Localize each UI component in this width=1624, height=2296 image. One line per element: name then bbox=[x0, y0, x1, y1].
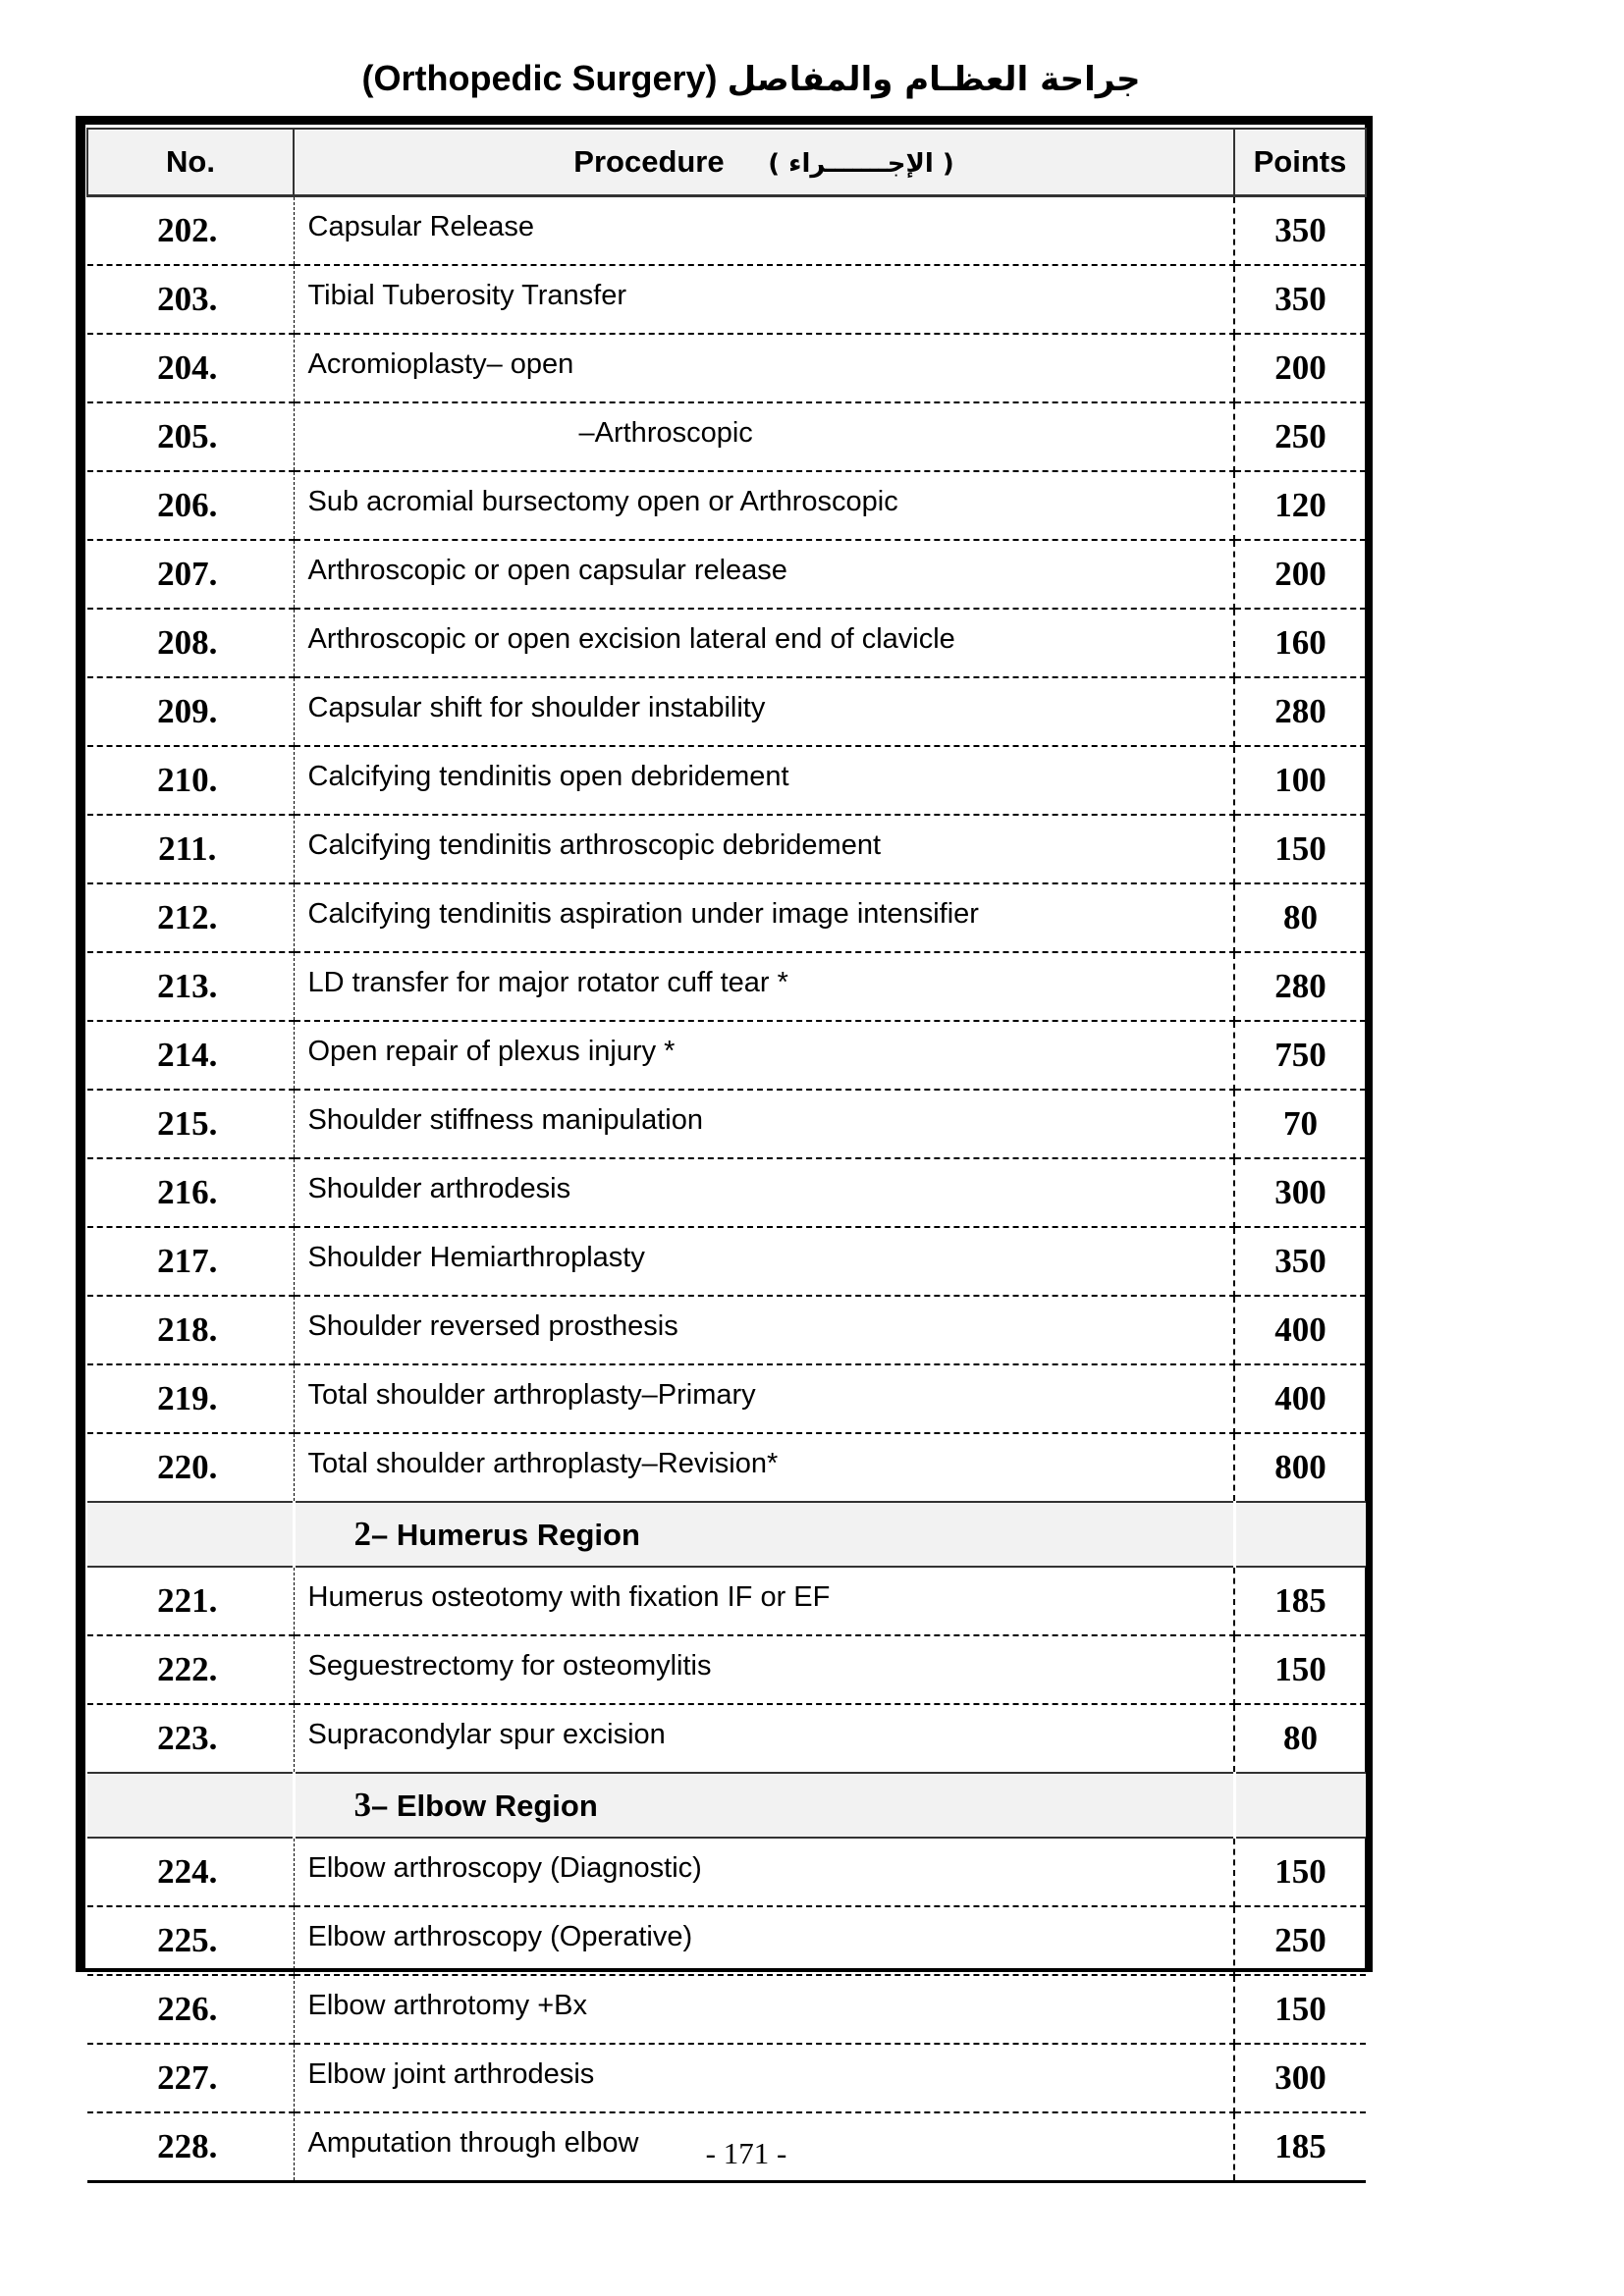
section-header-row bbox=[87, 1773, 1366, 1838]
procedure-points-cell: 100 bbox=[1234, 746, 1366, 815]
table-row bbox=[87, 1975, 1366, 2044]
table-row bbox=[87, 1296, 1366, 1364]
procedure-number-cell: 218. bbox=[87, 1296, 294, 1364]
procedure-points-cell: 350 bbox=[1234, 196, 1366, 266]
procedure-number-cell: 207. bbox=[87, 540, 294, 609]
table-body bbox=[87, 196, 1366, 2182]
section-header-row bbox=[87, 1502, 1366, 1567]
procedure-name-cell: Open repair of plexus injury * bbox=[294, 1021, 1234, 1090]
procedure-name-cell: Amputation through elbow bbox=[294, 2112, 1234, 2182]
procedure-number-cell: 208. bbox=[87, 609, 294, 677]
procedure-name-cell: Shoulder arthrodesis bbox=[294, 1158, 1234, 1227]
section-header-label bbox=[294, 1773, 1234, 1838]
procedure-points-cell: 280 bbox=[1234, 677, 1366, 746]
procedure-number-cell: 209. bbox=[87, 677, 294, 746]
procedure-name-cell: Elbow joint arthrodesis bbox=[294, 2044, 1234, 2112]
procedure-number-cell: 220. bbox=[87, 1433, 294, 1502]
procedure-name-cell: Tibial Tuberosity Transfer bbox=[294, 265, 1234, 334]
table-row bbox=[87, 540, 1366, 609]
table-row bbox=[87, 2044, 1366, 2112]
procedure-number-cell: 211. bbox=[87, 815, 294, 883]
procedure-points-cell: 150 bbox=[1234, 1838, 1366, 1906]
procedure-name-cell: Elbow arthroscopy (Operative) bbox=[294, 1906, 1234, 1975]
table-row bbox=[87, 1158, 1366, 1227]
table-row bbox=[87, 402, 1366, 471]
table-row bbox=[87, 334, 1366, 402]
procedure-number-cell: 202. bbox=[87, 196, 294, 266]
procedure-number-cell: 228. bbox=[87, 2112, 294, 2182]
procedure-name-cell: Humerus osteotomy with fixation IF or EF bbox=[294, 1567, 1234, 1635]
procedure-points-cell: 300 bbox=[1234, 2044, 1366, 2112]
table-row bbox=[87, 677, 1366, 746]
procedure-points-cell: 350 bbox=[1234, 265, 1366, 334]
table-row bbox=[87, 1227, 1366, 1296]
procedure-number-cell: 223. bbox=[87, 1704, 294, 1773]
table-row bbox=[87, 1090, 1366, 1158]
table-row bbox=[87, 1906, 1366, 1975]
procedure-points-cell: 280 bbox=[1234, 952, 1366, 1021]
procedure-points-cell: 185 bbox=[1234, 1567, 1366, 1635]
procedure-name-cell: Sub acromial bursectomy open or Arthroscopic bbox=[294, 471, 1234, 540]
procedure-number-cell: 222. bbox=[87, 1635, 294, 1704]
table-header-row bbox=[87, 129, 1366, 196]
table-row bbox=[87, 1567, 1366, 1635]
procedure-name-cell: Supracondylar spur excision bbox=[294, 1704, 1234, 1773]
procedure-points-cell: 120 bbox=[1234, 471, 1366, 540]
procedure-name-cell: Calcifying tendinitis aspiration under image intensifier bbox=[294, 883, 1234, 952]
section-number: 3 bbox=[353, 1786, 371, 1824]
table-row bbox=[87, 1021, 1366, 1090]
procedure-number-cell: 217. bbox=[87, 1227, 294, 1296]
table-row bbox=[87, 1635, 1366, 1704]
procedure-number-cell: 221. bbox=[87, 1567, 294, 1635]
procedure-number-cell: 226. bbox=[87, 1975, 294, 2044]
procedure-number-cell: 213. bbox=[87, 952, 294, 1021]
procedure-name-cell: Calcifying tendinitis open debridement bbox=[294, 746, 1234, 815]
procedure-number-cell: 216. bbox=[87, 1158, 294, 1227]
procedure-number-cell: 219. bbox=[87, 1364, 294, 1433]
procedure-number-cell: 214. bbox=[87, 1021, 294, 1090]
procedure-points-cell: 200 bbox=[1234, 540, 1366, 609]
procedure-name-cell: Arthroscopic or open capsular release bbox=[294, 540, 1234, 609]
table-row bbox=[87, 471, 1366, 540]
section-header-points-cell bbox=[1234, 1502, 1366, 1567]
procedure-name-cell: Shoulder stiffness manipulation bbox=[294, 1090, 1234, 1158]
procedure-number-cell: 203. bbox=[87, 265, 294, 334]
procedure-name-cell: Acromioplasty– open bbox=[294, 334, 1234, 402]
table-row bbox=[87, 1433, 1366, 1502]
procedure-points-cell: 400 bbox=[1234, 1364, 1366, 1433]
section-header-label bbox=[294, 1502, 1234, 1567]
procedure-name-cell: Capsular shift for shoulder instability bbox=[294, 677, 1234, 746]
page-title-english: (Orthopedic Surgery) bbox=[361, 58, 718, 98]
table-row bbox=[87, 746, 1366, 815]
table-row bbox=[87, 815, 1366, 883]
column-header-no bbox=[87, 129, 294, 196]
column-header-points bbox=[1234, 129, 1366, 196]
procedure-number-cell: 205. bbox=[87, 402, 294, 471]
procedure-number-cell: 227. bbox=[87, 2044, 294, 2112]
procedure-name-cell: –Arthroscopic bbox=[294, 402, 1234, 471]
procedure-name-cell: Elbow arthrotomy +Bx bbox=[294, 1975, 1234, 2044]
procedure-points-cell: 300 bbox=[1234, 1158, 1366, 1227]
page-title-arabic: جراحة العظـام والمفاصل bbox=[727, 60, 1141, 99]
section-title: – Elbow Region bbox=[371, 1789, 598, 1823]
procedure-name-cell: Capsular Release bbox=[294, 196, 1234, 266]
column-header-procedure bbox=[294, 129, 1234, 196]
procedure-points-cell: 400 bbox=[1234, 1296, 1366, 1364]
procedure-number-cell: 215. bbox=[87, 1090, 294, 1158]
procedure-number-cell: 204. bbox=[87, 334, 294, 402]
procedure-points-cell: 250 bbox=[1234, 402, 1366, 471]
procedure-name-cell: LD transfer for major rotator cuff tear * bbox=[294, 952, 1234, 1021]
section-header-no-cell bbox=[87, 1773, 294, 1838]
procedure-number-cell: 210. bbox=[87, 746, 294, 815]
procedure-name-cell: Total shoulder arthroplasty–Revision* bbox=[294, 1433, 1234, 1502]
procedure-points-cell: 70 bbox=[1234, 1090, 1366, 1158]
procedure-points-cell: 800 bbox=[1234, 1433, 1366, 1502]
column-header-points-label: Points bbox=[1253, 144, 1347, 179]
procedure-points-cell: 150 bbox=[1234, 1975, 1366, 2044]
procedure-number-cell: 212. bbox=[87, 883, 294, 952]
column-header-procedure-arabic: ( الإجـــــــراء ) bbox=[768, 149, 954, 179]
procedure-points-cell: 150 bbox=[1234, 815, 1366, 883]
procedure-number-cell: 225. bbox=[87, 1906, 294, 1975]
table-row bbox=[87, 1704, 1366, 1773]
procedures-table bbox=[86, 128, 1367, 2183]
procedure-number-cell: 224. bbox=[87, 1838, 294, 1906]
section-number: 2 bbox=[353, 1515, 371, 1553]
table-row bbox=[87, 952, 1366, 1021]
procedure-number-cell: 206. bbox=[87, 471, 294, 540]
procedure-name-cell: Shoulder reversed prosthesis bbox=[294, 1296, 1234, 1364]
table-row bbox=[87, 196, 1366, 266]
table-row bbox=[87, 265, 1366, 334]
procedure-name-cell: Seguestrectomy for osteomylitis bbox=[294, 1635, 1234, 1704]
page-title bbox=[0, 55, 1502, 103]
page-number: - 171 - bbox=[705, 2136, 787, 2170]
section-header-points-cell bbox=[1234, 1773, 1366, 1838]
procedure-points-cell: 80 bbox=[1234, 1704, 1366, 1773]
procedure-name-cell: Shoulder Hemiarthroplasty bbox=[294, 1227, 1234, 1296]
procedure-name-cell: Arthroscopic or open excision lateral end of clavicle bbox=[294, 609, 1234, 677]
procedure-points-cell: 250 bbox=[1234, 1906, 1366, 1975]
section-header-no-cell bbox=[87, 1502, 294, 1567]
procedure-points-cell: 150 bbox=[1234, 1635, 1366, 1704]
procedure-points-cell: 350 bbox=[1234, 1227, 1366, 1296]
section-title: – Humerus Region bbox=[371, 1518, 640, 1552]
column-header-procedure-label: Procedure bbox=[573, 144, 725, 179]
procedure-points-cell: 750 bbox=[1234, 1021, 1366, 1090]
procedure-points-cell: 200 bbox=[1234, 334, 1366, 402]
table-row bbox=[87, 609, 1366, 677]
table-row bbox=[87, 883, 1366, 952]
procedure-points-cell: 80 bbox=[1234, 883, 1366, 952]
procedure-name-cell: Elbow arthroscopy (Diagnostic) bbox=[294, 1838, 1234, 1906]
procedure-name-cell: Calcifying tendinitis arthroscopic debridement bbox=[294, 815, 1234, 883]
table-row bbox=[87, 1364, 1366, 1433]
procedure-points-cell: 185 bbox=[1234, 2112, 1366, 2182]
table-row bbox=[87, 1838, 1366, 1906]
procedure-name-cell: Total shoulder arthroplasty–Primary bbox=[294, 1364, 1234, 1433]
column-header-no-label: No. bbox=[166, 144, 215, 179]
procedure-points-cell: 160 bbox=[1234, 609, 1366, 677]
